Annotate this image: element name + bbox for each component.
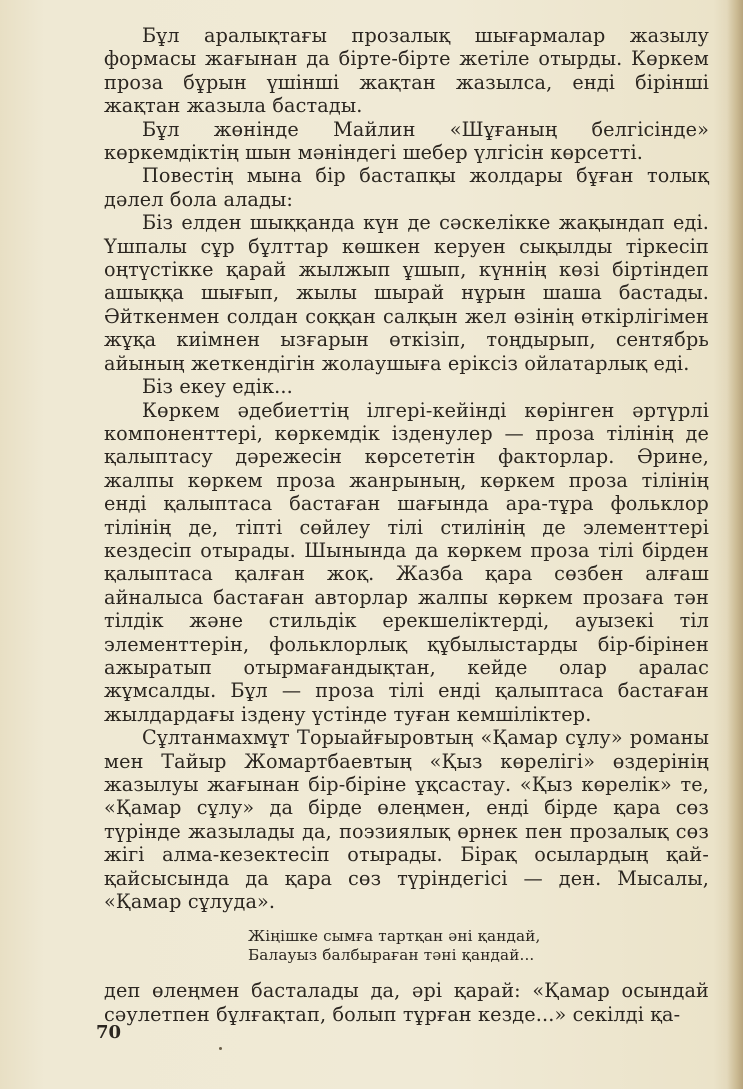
paragraph-2: Бұл жөнінде Майлин «Шұғаның белгісінде» көркемдіктің шын мәніндегі шебер үлгісін көрсетті. <box>104 117 709 165</box>
paragraph-1: Бұл аралықтағы прозалық шығармалар жазылу формасы жағынан да бірте-бірте жетіле отырды. Көркем проза бұрын үшінші жақтан жазылса, енді бірінші жақтан жазыла бастады. <box>104 24 709 118</box>
page-number: 70 <box>96 1022 122 1043</box>
page-edge-shadow <box>727 0 743 1089</box>
paper-speck <box>219 1047 222 1050</box>
paragraph-6: Көркем әдебиеттің ілгері-кейінді көрінген әртүрлі компоненттері, көркемдік ізденулер — проза тілінің де қалыптасу дәрежесін көрсететін факторлар. Әрине, жалпы көркем проза жанрының, көркем проза тілінің енді қалыптаса бастаған шағында ара-тұра фольклор тілінің де, тіпті сөйлеу тілі стилінің де элементтері кездесіп отырады. Шынында да көркем проза тілі бірден қалыптаса қалған жоқ. Жазба қара сөзбен алғаш айналыса бастаған авторлар жалпы көркем прозаға тән тілдік және стильдік ерекшеліктерді, ауызекі тіл элементтерін, фольклорлық құбылыстарды бір-бірінен ажыратып отырмағандықтан, кейде олар аралас жұмсалды. Бұл — проза тілі енді қалыптаса бастаған жылдардағы іздену үстінде туған кемшіліктер. <box>104 398 709 726</box>
paragraph-7: Сұлтанмахмұт Торыайғыровтың «Қамар сұлу» романы мен Тайыр Жомартбаевтың «Қыз көрелігі» өздерінің жазылуы жағынан бір-біріне ұқсастау. «Қыз көрелік» те, «Қамар сұлу» да бірде өлеңмен, енді бірде қара сөз түрінде жазылады да, поэзиялық өрнек пен прозалық сөз жігі алма-кезектесіп отырады. Бірақ осылардың қай-қайсысында да қара сөз түріндегісі — ден. Мысалы, «Қамар сұлуда». <box>104 726 709 914</box>
paragraph-4-quotation: Біз елден шыққанда күн де сәскелікке жақындап еді. Үшпалы сұр бұлттар көшкен керуен сықылды тіркесіп оңтүстікке қарай жылжып ұшып, күннің көзі біртіндеп ашыққа шығып, жылы шырай нұрын шаша бастады. Әйткенмен солдан соққан салқын жел өзінің өткірлігімен жұқа киімнен ызғарын өткізіп, тоңдырып, сентябрь айының жеткендігін жолаушыға еріксіз ойлатарлық еді. <box>104 211 709 375</box>
page-body <box>104 24 709 1026</box>
closing-paragraph: деп өлеңмен басталады да, әрі қарай: «Қамар осындай сәулетпен бұлғақтап, болып тұрған кезде...» секілді қа- <box>104 979 709 1026</box>
verse-line-2: Балауыз балбыраған тәні қандай... <box>248 946 535 965</box>
verse-line-1: Жіңішке сымға тартқан әні қандай, <box>248 927 541 946</box>
paragraph-5: Біз екеу едік... <box>142 375 293 399</box>
paragraph-3: Повестің мына бір бастапқы жолдары бұған толық дәлел бола алады: <box>104 164 709 211</box>
verse-quote <box>104 927 709 965</box>
